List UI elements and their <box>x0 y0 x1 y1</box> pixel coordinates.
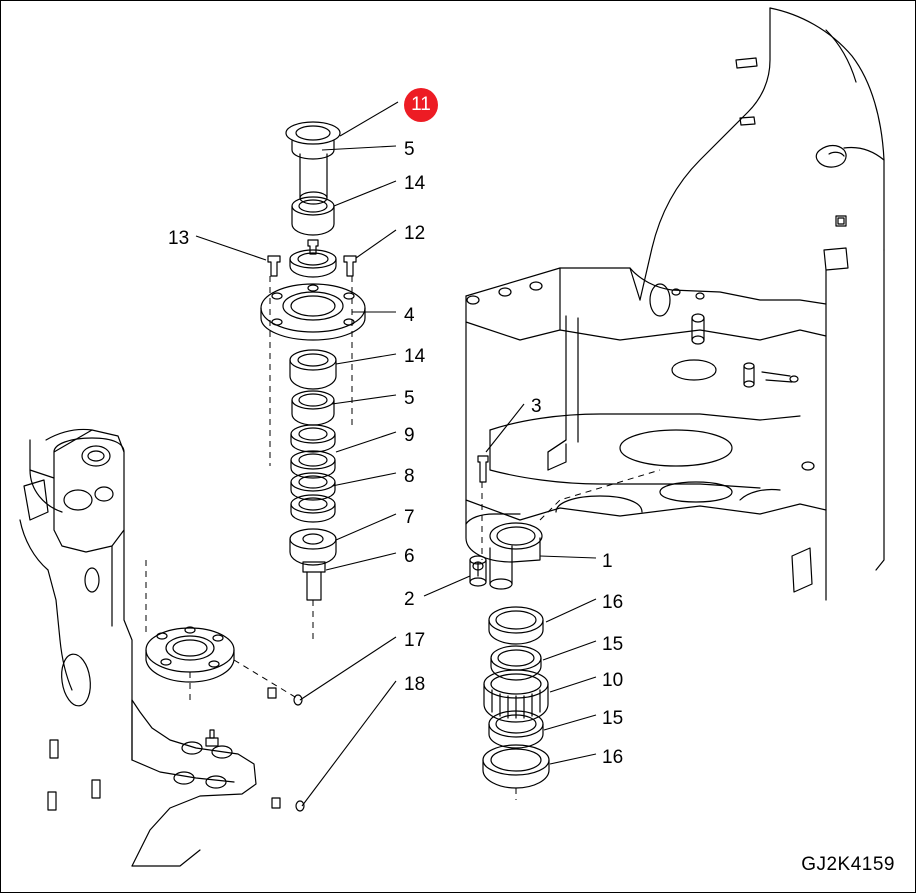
callout-7[interactable]: 7 <box>404 507 415 528</box>
callout-11-highlighted[interactable]: 11 <box>404 88 438 122</box>
callout-5-upper[interactable]: 5 <box>404 139 415 160</box>
callout-14-lower[interactable]: 14 <box>404 346 426 367</box>
callout-12[interactable]: 12 <box>404 223 426 244</box>
callout-3[interactable]: 3 <box>531 396 542 417</box>
callout-15-upper[interactable]: 15 <box>602 634 624 655</box>
callout-8[interactable]: 8 <box>404 466 415 487</box>
callout-13[interactable]: 13 <box>168 228 190 249</box>
callout-14-upper[interactable]: 14 <box>404 173 426 194</box>
callout-5-lower[interactable]: 5 <box>404 388 415 409</box>
callout-15-lower[interactable]: 15 <box>602 708 624 729</box>
callout-10[interactable]: 10 <box>602 670 624 691</box>
callout-1[interactable]: 1 <box>602 551 613 572</box>
drawing-code: GJ2K4159 <box>801 854 895 875</box>
callout-16-upper[interactable]: 16 <box>602 592 624 613</box>
callout-17[interactable]: 17 <box>404 630 426 651</box>
callout-6[interactable]: 6 <box>404 546 415 567</box>
callout-9[interactable]: 9 <box>404 425 415 446</box>
callout-2[interactable]: 2 <box>404 589 415 610</box>
callout-16-lower[interactable]: 16 <box>602 747 624 768</box>
callout-18[interactable]: 18 <box>404 674 426 695</box>
callout-4[interactable]: 4 <box>404 305 415 326</box>
